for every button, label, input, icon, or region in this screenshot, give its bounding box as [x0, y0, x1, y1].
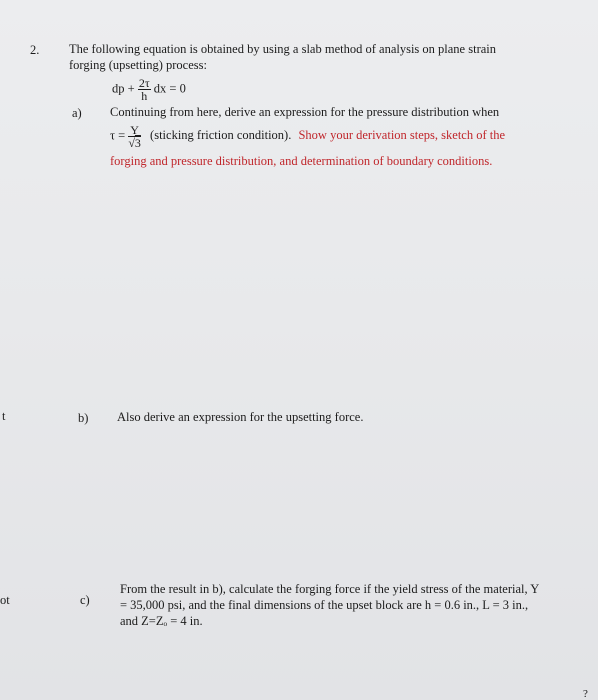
- part-a-line-2: [110, 124, 505, 149]
- part-c-line-2: = 35,000 psi, and the final dimensions of the upset block are h = 0.6 in., L = 3 in.,: [120, 598, 529, 612]
- equation-fraction-denominator: h: [141, 89, 148, 103]
- equation-lhs: dp +: [112, 81, 135, 96]
- part-a-line-3: forging and pressure distribution, and determination of boundary conditions.: [110, 154, 493, 168]
- sticking-friction-text: (sticking friction condition).: [150, 128, 292, 143]
- question-intro-line-1: The following equation is obtained by using a slab method of analysis on plane strain: [69, 42, 497, 56]
- part-a-label: a): [72, 106, 82, 120]
- margin-mark-bottom: ot: [0, 593, 10, 607]
- question-number: 2.: [30, 43, 40, 57]
- equation-fraction-numerator: 2τ: [138, 76, 150, 90]
- square-root-radicand: 3: [134, 136, 141, 150]
- square-root-sign: √: [128, 136, 135, 150]
- part-c-line-3: and Z=Zₒ = 4 in.: [120, 614, 203, 628]
- margin-mark-top: t: [2, 409, 6, 423]
- tau-fraction: [128, 124, 141, 149]
- equation-rhs: dx = 0: [153, 81, 186, 96]
- tau-prefix: τ =: [110, 128, 126, 143]
- tau-fraction-denominator: [128, 137, 141, 149]
- corner-mark: ?: [583, 688, 588, 700]
- part-b-text: Also derive an expression for the upsetting force.: [117, 410, 364, 424]
- governing-equation: [112, 77, 186, 102]
- part-a-line-1: Continuing from here, derive an expression for the pressure distribution when: [110, 105, 500, 119]
- part-b-label: b): [78, 411, 89, 425]
- question-intro-line-2: forging (upsetting) process:: [69, 58, 207, 72]
- part-a-instruction-red: Show your derivation steps, sketch of the: [298, 128, 506, 143]
- tau-fraction-numerator: Y: [130, 123, 139, 137]
- equation-fraction: [138, 77, 151, 102]
- part-c-line-1: From the result in b), calculate the forging force if the yield stress of the material, Y: [120, 582, 540, 596]
- part-c-label: c): [80, 593, 90, 607]
